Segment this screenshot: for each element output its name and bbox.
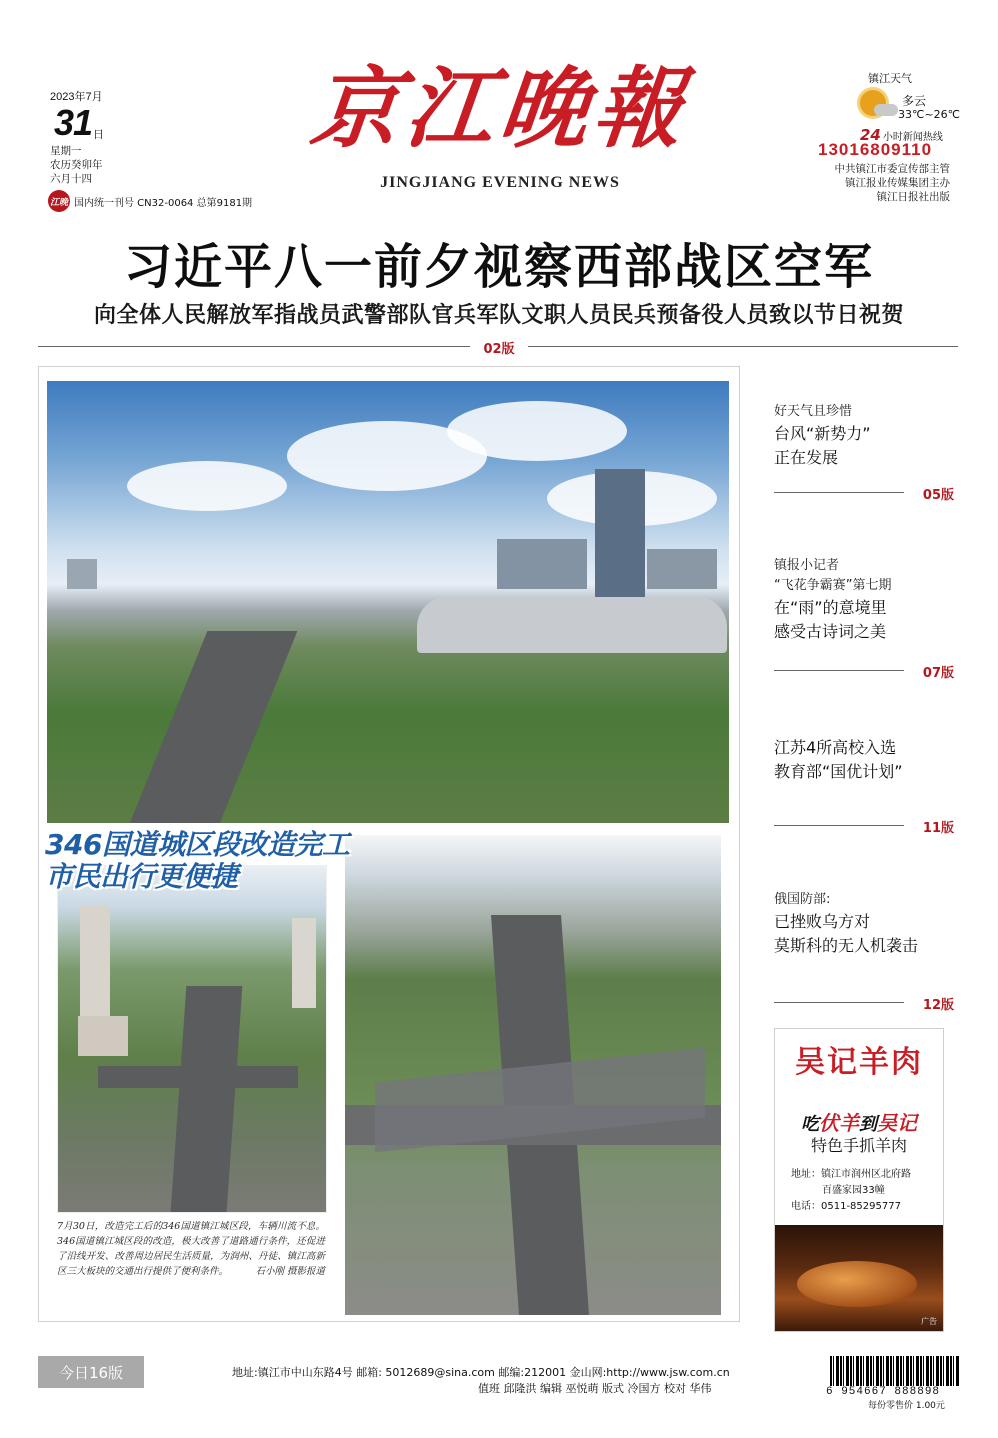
teaser-page-ref[interactable]: 07版: [922, 666, 954, 681]
teaser-line: 感受古诗词之美: [774, 622, 887, 641]
date-day-suffix: 日: [93, 128, 104, 141]
issue-info: [48, 190, 252, 212]
ad-title: 吴记羊肉: [795, 1045, 923, 1080]
ad-phone: 0511-85295777: [821, 1201, 901, 1212]
publisher-line-3: 镇江日报社出版: [876, 191, 950, 203]
teaser-divider: [774, 492, 904, 493]
ad-label: 广告: [921, 1317, 937, 1326]
publisher-line-1: 中共镇江市委宣传部主管: [834, 163, 950, 175]
ad-contact: [791, 1167, 911, 1215]
ad-subtitle: 特色手抓羊肉: [810, 1136, 907, 1155]
teaser-page-ref[interactable]: 05版: [922, 488, 954, 503]
teaser-kicker: 俄国防部:: [774, 892, 831, 907]
ad-slogan-part: 伏羊: [819, 1111, 859, 1135]
feature-caption: [57, 1219, 325, 1279]
divider-right: [528, 346, 958, 347]
teaser-line: 台风“新势力”: [774, 424, 871, 443]
teaser-line: 莫斯科的无人机袭击: [774, 936, 919, 955]
date-block: [50, 88, 280, 185]
teaser-line: 教育部“国优计划”: [774, 762, 903, 781]
ad-slogan: [775, 1107, 943, 1136]
ad-address: 镇江市润州区北府路: [821, 1169, 911, 1180]
pages-today: 今日16版: [38, 1356, 144, 1388]
ad-phone-label: 电话：: [791, 1201, 821, 1212]
footer-staff: 值班 邱隆洪 编辑 巫悦萌 版式 冷国方 校对 华伟: [478, 1382, 712, 1395]
teaser-page-ref[interactable]: 12版: [922, 998, 954, 1013]
main-subheadline: 向全体人民解放军指战员武警部队官兵军队文职人员民兵预备役人员致以节日祝贺: [93, 303, 904, 328]
weather-condition: 多云: [902, 94, 927, 108]
teaser-russia[interactable]: [774, 890, 956, 958]
weather-temperature: 33℃~26℃: [898, 108, 960, 121]
hotline-text: 小时新闻热线: [882, 132, 943, 143]
aerial-photo-street: [57, 865, 327, 1213]
teaser-divider: [774, 670, 904, 671]
weekday: 星期一: [50, 145, 82, 157]
teaser-line: 在“雨”的意境里: [774, 598, 887, 617]
teaser-divider: [774, 1002, 904, 1003]
logo-english: JINGJIANG EVENING NEWS: [380, 174, 620, 191]
ad-slogan-part: 吴记: [877, 1111, 917, 1135]
photo-feature: [38, 366, 740, 1322]
teaser-line: 正在发展: [774, 448, 839, 467]
caption-credit: 石小刚 摄影报道: [255, 1266, 325, 1277]
lunar-date: 六月十四: [50, 173, 92, 185]
barcode-icon: [830, 1356, 960, 1386]
ad-address-2: 百盛家园33幢: [822, 1185, 885, 1196]
teaser-poetry[interactable]: [774, 556, 956, 644]
aerial-photo-main: [47, 381, 729, 823]
hotline-phone: 13016809110: [818, 140, 933, 159]
logo-chinese: 京江晚報: [306, 56, 694, 160]
teaser-kicker: 镇报小记者: [774, 558, 840, 573]
feature-title-line-2: 市民出行更便捷: [45, 860, 238, 893]
teaser-line: 已挫败乌方对: [774, 912, 871, 931]
barcode-number: 6 954667 888898: [826, 1386, 941, 1398]
hotline-hours: 24: [860, 126, 881, 144]
ad-address-label: 地址：: [791, 1169, 821, 1180]
roast-lamb-image: [797, 1261, 917, 1307]
teaser-line: 江苏4所高校入选: [774, 738, 897, 757]
publisher-line-2: 镇江报业传媒集团主办: [845, 177, 950, 189]
advertisement[interactable]: [774, 1028, 944, 1332]
main-headline: 习近平八一前夕视察西部战区空军: [123, 239, 874, 295]
lunar-year: 农历癸卯年: [50, 159, 103, 171]
ad-slogan-part: 吃: [801, 1114, 819, 1135]
newspaper-emblem-icon: 江晚: [48, 190, 70, 212]
weather-title: 镇江天气: [868, 72, 912, 85]
caption-text: 7月30日，改造完工后的346国道镇江城区段，车辆川流不息。346国道镇江城区段的改造，极大改善了道路通行条件，还促进了沿线开发、改善周边居民生活质量，为润州、丹徒、镇江高新区三大板块的交通出行提供了便利条件。: [57, 1221, 325, 1277]
teaser-kicker-2: “飞花争霸赛”第七期: [774, 578, 892, 593]
issue-number: 国内统一刊号 CN32-0064 总第9181期: [74, 197, 253, 209]
weather-box: [838, 70, 968, 121]
retail-price: 每份零售价 1.00元: [868, 1401, 945, 1411]
newspaper-logo: [290, 48, 710, 191]
teaser-typhoon[interactable]: [774, 402, 956, 470]
date-details: [50, 144, 103, 186]
roast-lamb-photo: [775, 1225, 943, 1331]
publisher-info: [800, 162, 950, 204]
headline-page-ref[interactable]: 02版: [483, 342, 515, 357]
date-day: 31: [54, 102, 93, 143]
divider-left: [38, 346, 470, 347]
teaser-kicker: 好天气且珍惜: [774, 404, 853, 419]
cloud-icon: [874, 104, 898, 116]
teaser-page-ref[interactable]: 11版: [922, 821, 954, 836]
feature-title-line-1: 346国道城区段改造完工: [45, 828, 350, 861]
teaser-divider: [774, 825, 904, 826]
date-year-month: 2023年7月: [50, 91, 103, 103]
aerial-photo-interchange: [345, 835, 721, 1315]
teaser-universities[interactable]: [774, 736, 956, 784]
ad-slogan-part: 到: [859, 1114, 877, 1135]
feature-title: [45, 829, 349, 893]
footer-address: 地址:镇江市中山东路4号 邮箱: 5012689@sina.com 邮编:212001 金山网:http://www.jsw.com.cn: [232, 1366, 730, 1379]
